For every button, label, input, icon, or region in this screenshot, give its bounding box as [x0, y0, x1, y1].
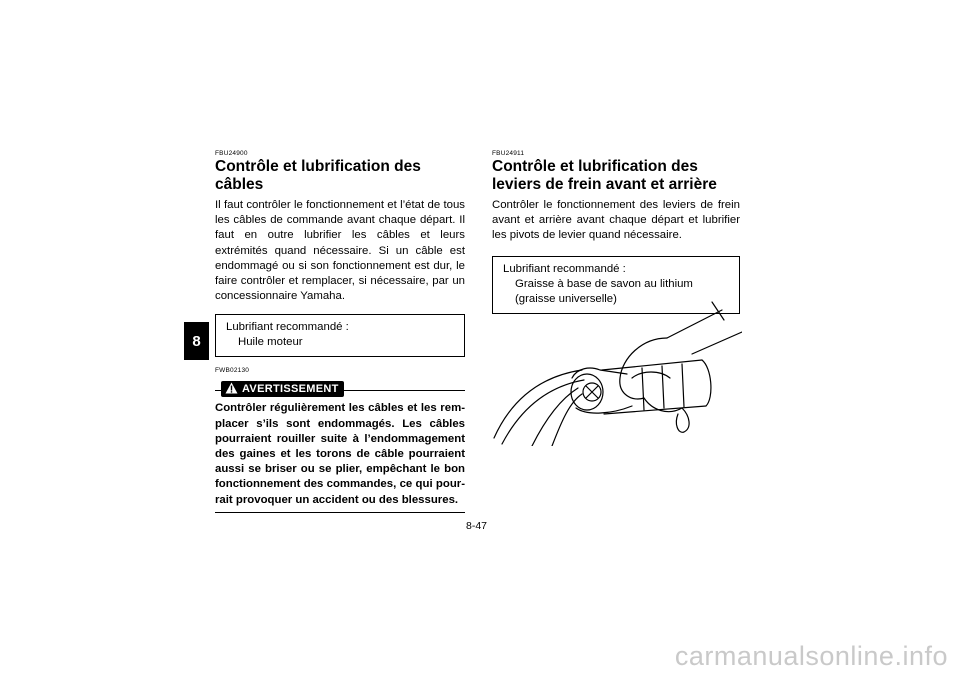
warning-label: AVERTISSEMENT [242, 383, 339, 396]
warning-triangle-icon [225, 382, 238, 397]
brake-lever-illustration [492, 298, 742, 446]
lubricant-box [215, 314, 465, 357]
chapter-tab: 8 [184, 322, 209, 360]
right-column [492, 150, 740, 314]
warning-badge [221, 381, 344, 397]
section-title: Contrôle et lubrification des leviers de frein avant et arrière [492, 158, 717, 193]
lubricant-label: Lubrifiant recommandé : [503, 262, 626, 275]
left-column [215, 150, 465, 513]
warning-text: Contrôler régulièrement les câbles et les rem-placer s’ils sont endommagés. Les câbles pourraient rouiller suite à l’endommagement des gaines et les torons de câble pourraient aussi se briser ou se plier, empêchant le bon fonctionnement des commandes, ce qui pour-rait provoquer un accident ou des blessures. [215, 401, 465, 512]
lubricant-label: Lubrifiant recommandé : [226, 321, 349, 334]
lubricant-value: Graisse à base de savon au lithium (graisse universelle) [515, 277, 693, 305]
section-code: FBU24911 [492, 150, 525, 157]
warning-code: FWB02130 [215, 367, 250, 375]
section-title: Contrôle et lubrification des câbles [215, 158, 421, 193]
section-code: FBU24900 [215, 150, 248, 157]
lubricant-value: Huile moteur [238, 336, 303, 349]
warning-header [215, 375, 465, 397]
section-body: Contrôler le fonctionnement des leviers de frein avant et arrière avant chaque départ et lubrifier les pivots de levier quand nécessaire. [492, 199, 740, 242]
watermark: carmanualsonline.info [674, 641, 948, 671]
section-body: Il faut contrôler le fonctionnement et l’état de tous les câbles de commande avant chaque départ. Il faut en outre lubrifier les câbles et leurs extrémités quand nécessaire. Si un câble est endommagé ou si son fonctionnement est dur, le faire contrôler et remplacer, si nécessaire, par un concessionnaire Yamaha. [215, 199, 465, 303]
page-number: 8-47 [466, 520, 488, 532]
